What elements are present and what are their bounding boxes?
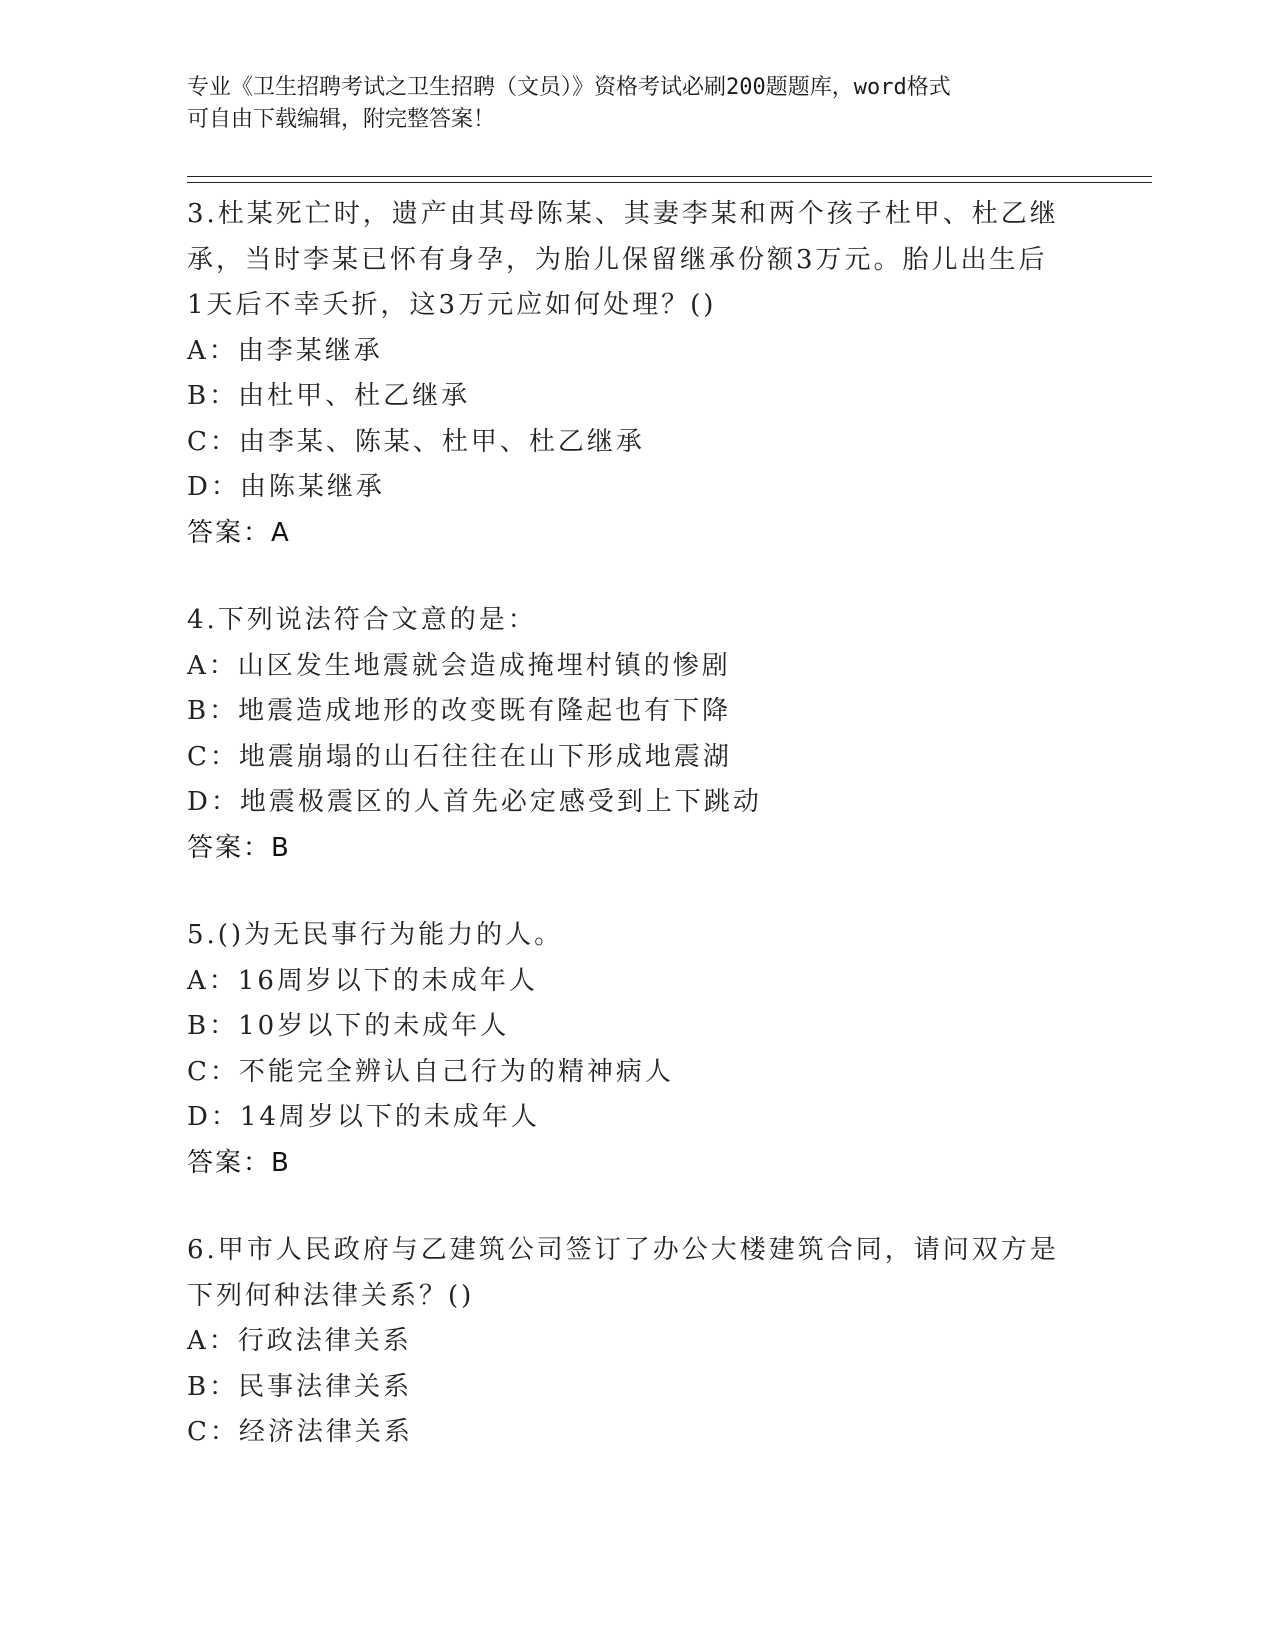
question-stem-line: 3.杜某死亡时，遗产由其母陈某、其妻李某和两个孩子杜甲、杜乙继 xyxy=(187,199,1059,229)
option-d: D：14周岁以下的未成年人 xyxy=(187,1102,540,1132)
question-3 xyxy=(187,192,1067,556)
question-stem-line: 下列何种法律关系？() xyxy=(187,1280,475,1311)
option-c: C：由李某、陈某、杜甲、杜乙继承 xyxy=(187,426,645,457)
option-b: B：地震造成地形的改变既有隆起也有下降 xyxy=(187,696,732,726)
option-b: B：民事法律关系 xyxy=(187,1371,413,1402)
question-list xyxy=(187,192,1067,1498)
header-line-2: 可自由下载编辑，附完整答案！ xyxy=(187,107,496,132)
header-line-1: 专业《卫生招聘考试之卫生招聘（文员）》资格考试必刷200题题库，word格式 xyxy=(187,75,951,100)
option-b: B：10岁以下的未成年人 xyxy=(187,1011,510,1041)
header-divider-top xyxy=(187,176,1152,177)
question-stem-line: 5.()为无民事行为能力的人。 xyxy=(187,920,564,950)
answer-label: 答案：B xyxy=(187,832,291,863)
option-c: C：经济法律关系 xyxy=(187,1417,413,1447)
answer-label: 答案：A xyxy=(187,517,291,548)
question-5 xyxy=(187,913,1067,1186)
question-stem-line: 4.下列说法符合文意的是： xyxy=(187,605,537,635)
option-c: C：地震崩塌的山石往往在山下形成地震湖 xyxy=(187,741,732,772)
question-stem-line: 承，当时李某已怀有身孕，为胎儿保留继承份额3万元。胎儿出生后 xyxy=(187,244,1048,275)
question-4 xyxy=(187,598,1067,871)
option-a: A：山区发生地震就会造成掩埋村镇的惨剧 xyxy=(187,650,731,681)
answer-label: 答案：B xyxy=(187,1147,291,1178)
document-header xyxy=(187,72,1087,136)
option-c: C：不能完全辨认自己行为的精神病人 xyxy=(187,1056,674,1087)
option-a: A：16周岁以下的未成年人 xyxy=(187,965,538,996)
question-stem-line: 1天后不幸夭折，这3万元应如何处理？() xyxy=(187,290,717,320)
option-d: D：由陈某继承 xyxy=(187,472,385,502)
option-a: A：行政法律关系 xyxy=(187,1326,412,1356)
question-stem-line: 6.甲市人民政府与乙建筑公司签订了办公大楼建筑合同，请问双方是 xyxy=(187,1235,1059,1265)
header-divider-bottom xyxy=(187,182,1152,183)
option-a: A：由李某继承 xyxy=(187,335,383,366)
question-6 xyxy=(187,1228,1067,1456)
option-b: B：由杜甲、杜乙继承 xyxy=(187,381,471,411)
option-d: D：地震极震区的人首先必定感受到上下跳动 xyxy=(187,787,762,817)
